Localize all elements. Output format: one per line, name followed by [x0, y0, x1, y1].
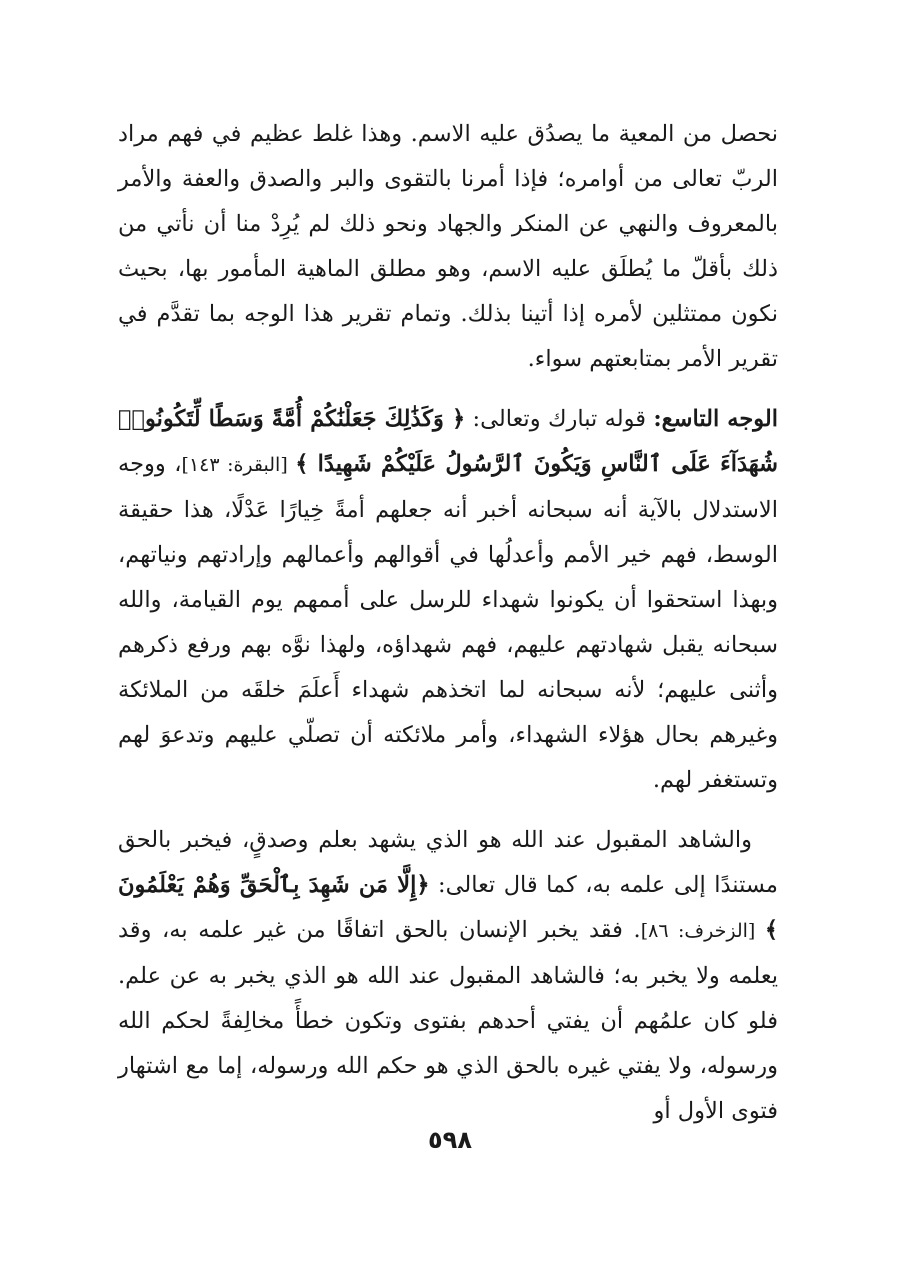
- quran-verse: ﴿ وَكَذَٰلِكَ جَعَلْنَٰكُمْ أُمَّةً وَسَطًا لِّتَكُونُوا۟ شُهَدَآءَ عَلَى ٱلنَّاسِ وَيَكُونَ ٱلرَّسُولُ عَلَيْكُمْ شَهِيدًا ﴾: [118, 406, 778, 477]
- verse-reference: [الزخرف: ٨٦]: [640, 920, 765, 942]
- page-number: ٥٩٨: [428, 1126, 472, 1154]
- paragraph-2-intro: قوله تبارك وتعالى:: [465, 406, 654, 432]
- paragraph-3-intro: والشاهد المقبول عند الله هو الذي يشهد بعلم وصدقٍ، فيخبر بالحق مستندًا إلى علمه به، كما قال تعالى:: [118, 827, 778, 898]
- main-text: [118, 112, 778, 1149]
- paragraph-2: [118, 397, 778, 803]
- paragraph-2-body: ، ووجه الاستدلال بالآية أنه سبحانه أخبر أنه جعلهم أمةً خِيارًا عَدْلًا، هذا حقيقة الوسط، فهم خير الأمم وأعدلُها في أقوالهم وأعمالهم وإرادتهم ونياتهم، وبهذا استحقوا أن يكونوا شهداء للرسل على أممهم يوم القيامة، والله سبحانه يقبل شهادتهم عليهم، فهم شهداؤه، ولهذا نوَّه بهم ورفع ذكرهم وأثنى عليهم؛ لأنه سبحانه لما اتخذهم شهداء أَعلَمَ خلقَه من الملائكة وغيرهم بحال هؤلاء الشهداء، وأمر ملائكته أن تصلّي عليهم وتدعوَ لهم وتستغفر لهم.: [118, 451, 778, 793]
- paragraph-3-body: . فقد يخبر الإنسان بالحق اتفاقًا من غير علمه به، وقد يعلمه ولا يخبر به؛ فالشاهد المقبول عند الله هو الذي يخبر به عن علم. فلو كان علمُهم أن يفتي أحدهم بفتوى وتكون خطأً مخالِفةً لحكم الله ورسوله، ولا يفتي غيره بالحق الذي هو حكم الله ورسوله، إما مع اشتهار فتوى الأول أو: [118, 917, 778, 1124]
- verse-reference: [البقرة: ١٤٣]: [181, 454, 296, 476]
- paragraph-1: نحصل من المعية ما يصدُق عليه الاسم. وهذا غلط عظيم في فهم مراد الربّ تعالى من أوامره؛ فإذا أمرنا بالتقوى والبر والصدق والعفة والأمر بالمعروف والنهي عن المنكر والجهاد ونحو ذلك لم يُرِدْ منا أن نأتي من ذلك بأقلّ ما يُطلَق عليه الاسم، وهو مطلق الماهية المأمور بها، بحيث نكون ممتثلين لأمره إذا أتينا بذلك. وتمام تقرير هذا الوجه بما تقدَّم في تقرير الأمر بمتابعتهم سواء.: [118, 121, 778, 372]
- quran-verse: ﴿إِلَّا مَن شَهِدَ بِٱلْحَقِّ وَهُمْ يَعْلَمُونَ ﴾: [118, 872, 778, 943]
- section-heading: الوجه التاسع:: [653, 406, 779, 432]
- paragraph-3: [118, 818, 778, 1134]
